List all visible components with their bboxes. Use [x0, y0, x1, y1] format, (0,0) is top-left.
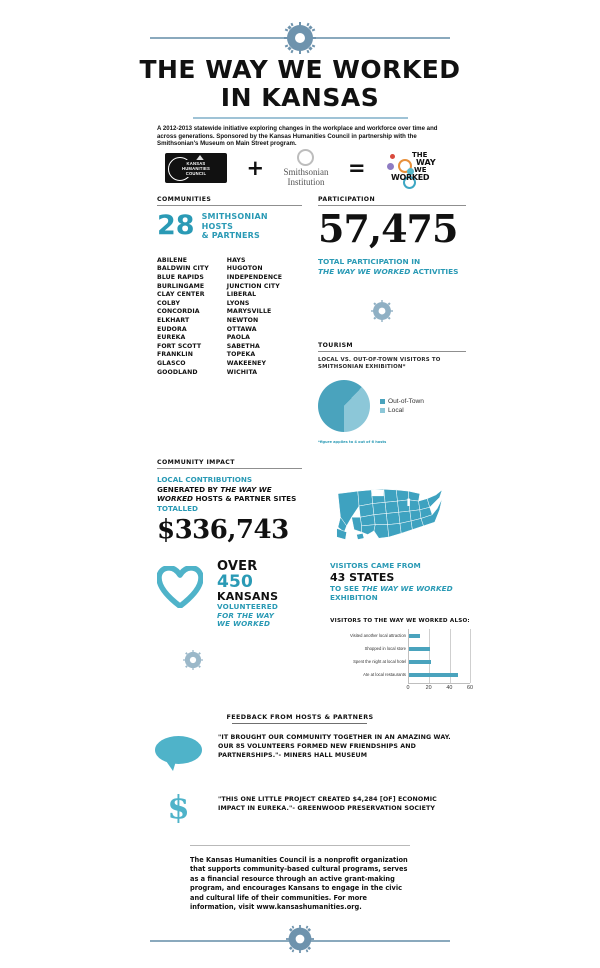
states-line-1: VISITORS CAME FROM — [330, 561, 421, 570]
heart-icon — [157, 566, 203, 608]
tourism-subtitle-line-2: SMITHSONIAN EXHIBITION* — [318, 364, 406, 371]
logo-word-way: WAY — [415, 158, 436, 167]
volunteers-sub-line-3: WE WORKED — [217, 619, 271, 629]
gear-icon-middle — [371, 300, 393, 327]
participation-caption-line-1: TOTAL PARTICIPATION IN — [318, 257, 421, 267]
tourism-rule — [318, 351, 466, 352]
tourism-section — [318, 342, 466, 444]
chart-x-tick-label: 0 — [406, 685, 410, 691]
tourism-subtitle-line-1: LOCAL VS. OUT-OF-TOWN VISITORS TO — [318, 357, 441, 364]
us-map-svg — [330, 480, 460, 542]
legend-label-out-of-town: Out-of-Town — [388, 398, 424, 406]
legend-label-local: Local — [388, 407, 404, 415]
city-list-item: FORT SCOTT — [157, 342, 202, 350]
quote-2-text: "THIS ONE LITTLE PROJECT CREATED $4,284 [OF] ECONOMIC IMPACT IN EUREKA."- GREENWOOD PRESERVATION SOCIETY — [218, 796, 437, 812]
impact-line-2-a: GENERATED BY — [157, 484, 221, 494]
logo-dot-red — [390, 154, 395, 159]
impact-line-2-italic: THE WAY WE — [220, 484, 272, 494]
states-line-3-italic: THE WAY WE WORKED — [361, 583, 453, 593]
title-line-1: THE WAY WE WORKED — [139, 55, 461, 84]
impact-line-3-b: HOSTS & PARTNER SITES — [193, 494, 297, 504]
volunteers-kansans: KANSANS — [217, 590, 279, 603]
impact-line-1: LOCAL CONTRIBUTIONS — [157, 475, 253, 485]
city-list-item: LYONS — [226, 299, 250, 307]
title-underline — [193, 117, 408, 119]
dollar-sign-icon: $ — [167, 788, 190, 826]
states-line-4: EXHIBITION — [330, 593, 378, 602]
city-list-item: MARYSVILLE — [226, 308, 272, 316]
chart-bars — [408, 629, 470, 684]
impact-amount: $336,743 — [157, 515, 289, 546]
intro-paragraph: A 2012-2013 statewide initiative exploring changes in the workplace and workforce over time and across generations. Sponsored by the Kansas Humanities Council in partnership with the Smithsonian's Museum on Main Street program. — [157, 125, 438, 148]
community-impact-section — [157, 459, 302, 544]
logo-word-the: THE — [411, 151, 428, 159]
city-list-item: JUNCTION CITY — [226, 282, 280, 290]
states-visited-block — [330, 561, 480, 603]
city-list-item: INDEPENDENCE — [226, 274, 283, 282]
participation-caption-line-2 — [318, 267, 466, 277]
communities-section — [157, 196, 302, 377]
communities-rule — [157, 205, 302, 206]
visitor-activities-chart — [330, 618, 473, 691]
gear-icon-top — [284, 22, 316, 59]
logo-word-we: WE — [413, 166, 427, 174]
city-list-item: CLAY CENTER — [157, 291, 205, 299]
volunteers-over: OVER — [217, 559, 258, 574]
legend-item-local — [380, 406, 424, 415]
chart-x-tick-label: 40 — [446, 685, 453, 691]
impact-description — [157, 475, 302, 513]
city-list-item: GOODLAND — [157, 368, 198, 376]
city-list-item: WICHITA — [226, 368, 258, 376]
chart-bar — [409, 660, 431, 664]
city-list-item: GLASCO — [157, 360, 186, 368]
communities-count-label — [202, 212, 302, 241]
city-list-column-1 — [157, 257, 209, 377]
impact-section-label: COMMUNITY IMPACT — [157, 459, 235, 466]
chart-category-label: Spent the night at local hotel — [353, 659, 406, 664]
gear-icon-bottom — [286, 925, 314, 958]
legend-swatch-local — [380, 408, 385, 413]
host-label-line-2: & PARTNERS — [201, 231, 260, 241]
chart-x-tick-label: 20 — [425, 685, 432, 691]
chart-bar — [409, 647, 430, 651]
khc-line-1: KANSAS — [186, 160, 206, 166]
quote-block-2 — [155, 788, 455, 826]
chart-title: VISITORS TO THE WAY WE WORKED ALSO: — [330, 618, 470, 624]
city-list-item: BALDWIN CITY — [157, 265, 209, 273]
quote-1-text: "IT BROUGHT OUR COMMUNITY TOGETHER IN AN AMAZING WAY. OUR 85 VOLUNTEERS FORMED NEW FRIENDSHIPS AND PARTNERSHIPS."- MINERS HALL MUSEUM — [218, 734, 451, 759]
plus-sign: + — [246, 155, 265, 180]
city-list-item: SABETHA — [226, 342, 260, 350]
volunteers-sub-line-2: FOR THE WAY — [217, 610, 275, 620]
logo-dot-purple — [387, 163, 394, 170]
participation-caption — [318, 257, 466, 276]
feedback-section-label: FEEDBACK FROM HOSTS & PARTNERS — [226, 713, 374, 721]
impact-line-3-italic: WORKED — [157, 494, 194, 504]
city-list-item: LIBERAL — [226, 291, 257, 299]
chart-x-tick-label: 60 — [467, 685, 473, 691]
chart-category-label: Shopped in local store — [364, 646, 406, 651]
feedback-rule — [232, 723, 367, 724]
smithsonian-line-1: Smithsonian — [283, 167, 329, 177]
chart-category-label: Visited another local attraction — [349, 633, 406, 638]
equals-sign: = — [347, 155, 366, 180]
logo-row — [165, 148, 445, 188]
city-list-item: WAKEENEY — [226, 360, 267, 368]
chart-category-label: Ate at local restaurants — [363, 672, 406, 677]
kansas-humanities-council-logo — [165, 153, 227, 183]
chart-plot-area — [330, 629, 473, 691]
quote-block-1 — [155, 733, 455, 764]
khc-line-3: COUNCIL — [185, 170, 207, 176]
smithsonian-line-2: Institution — [287, 177, 325, 187]
smithsonian-logo — [283, 149, 328, 187]
states-count: 43 STATES — [330, 570, 395, 584]
chart-bar — [409, 673, 458, 677]
pie-legend — [380, 397, 424, 415]
city-list-item: FRANKLIN — [157, 351, 193, 359]
city-list-item: HAYS — [226, 256, 246, 264]
volunteers-sub-line-1: VOLUNTEERED — [217, 602, 279, 611]
city-list-column-2 — [227, 257, 282, 377]
states-line-3-a: TO SEE — [330, 583, 362, 593]
participation-caption-tail: ACTIVITIES — [410, 266, 459, 276]
city-list-item: CONCORDIA — [157, 308, 200, 316]
city-list-item: EUREKA — [157, 334, 186, 342]
title-line-2: IN KANSAS — [220, 83, 380, 112]
legend-item-out-of-town — [380, 397, 424, 406]
city-list-item: HUGOTON — [226, 265, 263, 273]
sun-icon — [297, 149, 314, 166]
volunteers-text — [217, 560, 278, 629]
participation-number: 57,475 — [318, 206, 458, 252]
volunteers-count: 450 — [217, 572, 254, 592]
page-title — [0, 57, 600, 111]
participation-caption-italic: THE WAY WE WORKED — [318, 266, 411, 276]
footer-text: The Kansas Humanities Council is a nonprofit organization that supports community-based cultural programs, serves as a financial resource through an active grant-making program, and encourages Kansans to engage in the civic and cultural life of their communities. For more information, visit www.kansashumanities.org. — [190, 856, 408, 912]
logo-word-worked: WORKED — [390, 173, 430, 182]
city-list-item: BLUE RAPIDS — [157, 274, 204, 282]
the-way-we-worked-logo — [385, 150, 445, 186]
chart-gridline — [470, 629, 471, 683]
city-list-item: BURLINGAME — [157, 282, 205, 290]
participation-section — [318, 196, 466, 276]
city-lists — [157, 257, 302, 377]
gear-icon-left — [183, 650, 203, 675]
khc-line-2: HUMANITIES — [181, 165, 211, 171]
communities-count: 28 — [157, 210, 195, 242]
city-list-item: NEWTON — [226, 317, 259, 325]
communities-count-row — [157, 212, 302, 241]
city-list-item: EUDORA — [157, 325, 187, 333]
chart-category-labels — [330, 629, 408, 681]
tourism-section-label: TOURISM — [318, 342, 353, 349]
speech-bubble-icon — [155, 736, 202, 764]
tourism-footnote: *figure applies to 4 out of 6 hosts — [318, 440, 387, 445]
city-list-item: ABILENE — [157, 256, 188, 264]
city-list-item: TOPEKA — [226, 351, 256, 359]
tourism-pie-chart — [318, 380, 370, 432]
participation-section-label: PARTICIPATION — [318, 196, 376, 203]
pie-chart-row — [318, 380, 466, 432]
legend-swatch-out-of-town — [380, 399, 385, 404]
city-list-item: PAOLA — [226, 334, 251, 342]
city-list-item: ELKHART — [157, 317, 190, 325]
communities-section-label: COMMUNITIES — [157, 196, 212, 203]
impact-line-2 — [157, 485, 302, 495]
host-label-line-1: SMITHSONIAN HOSTS — [201, 212, 268, 231]
us-map-graphic — [330, 480, 460, 542]
khc-logo-text — [180, 160, 212, 177]
volunteers-block — [157, 560, 337, 629]
city-list-item: OTTAWA — [226, 325, 257, 333]
city-list-item: COLBY — [157, 299, 181, 307]
footer-divider — [190, 845, 410, 846]
chart-bar — [409, 634, 420, 638]
chart-x-axis — [406, 685, 473, 695]
impact-line-4: TOTALLED — [157, 503, 198, 513]
states-line-3 — [330, 584, 480, 594]
impact-rule — [157, 468, 302, 469]
tourism-subtitle — [318, 357, 466, 371]
impact-line-3 — [157, 494, 302, 504]
